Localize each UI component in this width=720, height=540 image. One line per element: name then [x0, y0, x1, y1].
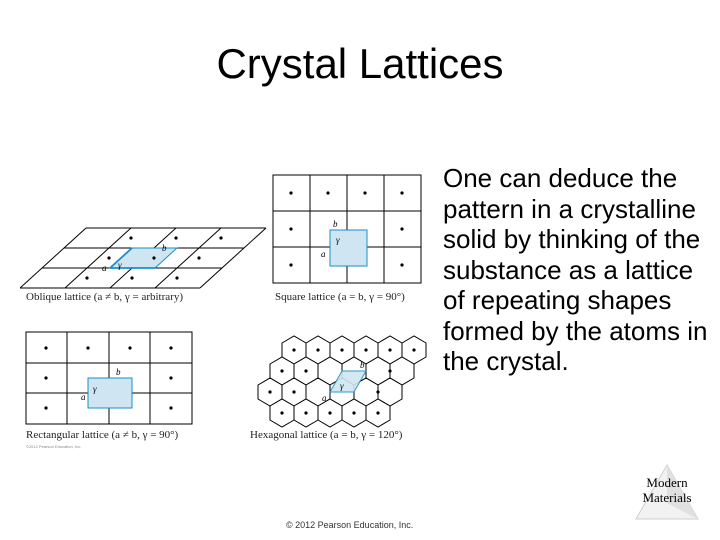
- oblique-b-label: b: [162, 243, 167, 253]
- lattice-figure: [20, 168, 435, 453]
- slide-title: Crystal Lattices: [216, 40, 504, 87]
- hexagonal-lattice: [258, 336, 426, 427]
- square-caption: Square lattice (a = b, γ = 90°): [275, 291, 405, 303]
- square-b-label: b: [333, 219, 338, 229]
- figure-credit: ©2012 Pearson Education, Inc.: [26, 444, 82, 449]
- oblique-caption: Oblique lattice (a ≠ b, γ = arbitrary): [26, 291, 183, 303]
- hex-b-label: b: [360, 360, 365, 370]
- oblique-gamma-label: γ: [118, 260, 122, 270]
- lattice-diagrams: [20, 168, 435, 453]
- copyright-footer: © 2012 Pearson Education, Inc.: [286, 520, 414, 530]
- logo-line-1: Modern: [646, 475, 688, 490]
- oblique-lattice: [20, 228, 266, 288]
- modern-materials-logo: [634, 463, 700, 521]
- square-a-label: a: [321, 249, 326, 259]
- hex-gamma-label: γ: [340, 381, 344, 391]
- oblique-a-label: a: [102, 263, 107, 273]
- rectangular-caption: Rectangular lattice (a ≠ b, γ = 90°): [26, 429, 179, 441]
- hex-a-label: a: [322, 393, 327, 403]
- rectangular-lattice: [26, 332, 192, 424]
- rect-b-label: b: [116, 367, 121, 377]
- square-lattice: [273, 175, 421, 283]
- square-gamma-label: γ: [336, 235, 340, 245]
- slide-body-text: One can deduce the pattern in a crystalline solid by thinking of the substance as a lattice of repeating shapes formed by the atoms in the crystal.: [443, 163, 708, 376]
- rect-gamma-label: γ: [93, 384, 97, 394]
- hexagonal-caption: Hexagonal lattice (a = b, γ = 120°): [250, 429, 403, 441]
- rect-a-label: a: [81, 392, 86, 402]
- logo-line-2: Materials: [642, 490, 692, 505]
